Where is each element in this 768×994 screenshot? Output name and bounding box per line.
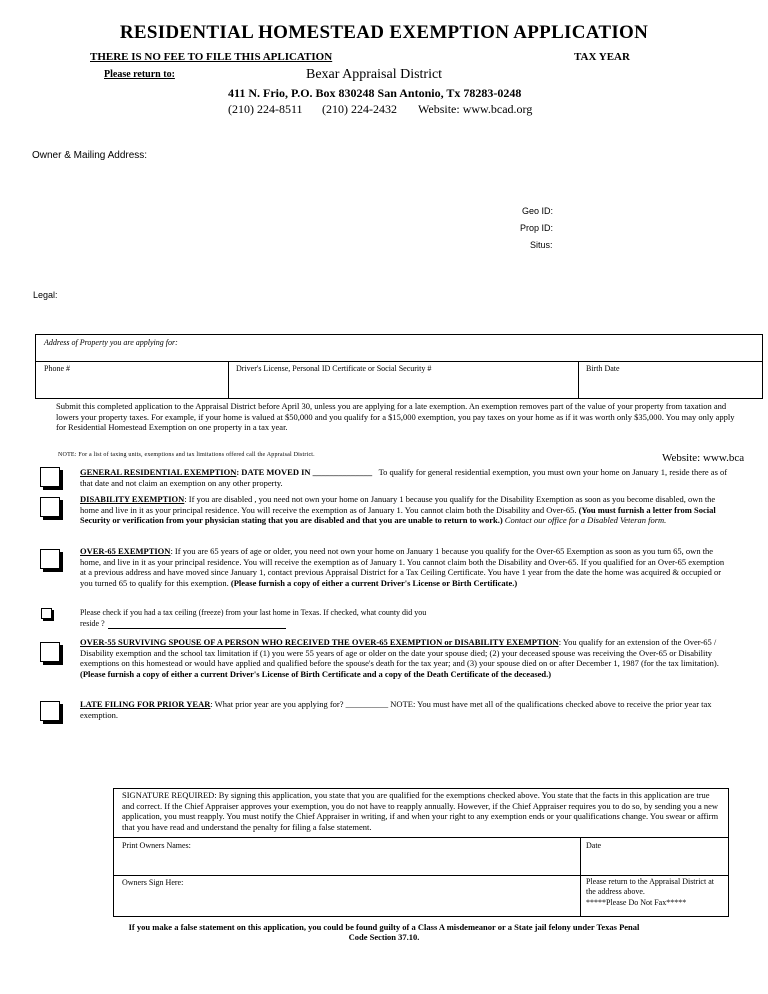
tax-ceiling-checkbox[interactable] (41, 608, 52, 619)
print-names-field[interactable]: Print Owners Names: (122, 841, 191, 850)
legal-label: Legal: (33, 290, 58, 300)
birth-date-field[interactable]: Birth Date (586, 364, 620, 373)
page-title: RESIDENTIAL HOMESTEAD EXEMPTION APPLICATION (119, 22, 649, 43)
return-to-label: Please return to: (104, 69, 175, 80)
general-exemption-text: GENERAL RESIDENTIAL EXEMPTION: DATE MOVED IN ______________ To qualify for general residential exemption, you must own your home on January 1, reside there as of that date and not claim an exemption on any other property. (80, 467, 728, 488)
surviving-spouse-checkbox[interactable] (40, 642, 60, 662)
intro-paragraph: Submit this completed application to the Appraisal District before April 30, unless you are applying for a late exemption. An exemption removes part of the value of your property from taxation and lowers your property taxes. For example, if your home is valued at $50,000 and you qualify for a $15,000 exemption, you pay taxes on your home as if it was worth only $35,000. You may only apply for Residential Homestead Exemption on one property in a tax year. (56, 401, 735, 432)
tax-year-label: TAX YEAR (574, 51, 630, 63)
return-note: Please return to the Appraisal District at the address above. (586, 877, 714, 896)
date-field[interactable]: Date (586, 841, 602, 850)
over65-exemption-text: OVER-65 EXEMPTION: If you are 65 years of age or older, you need not own your home on January 1 because you qualify for the Over-65 Exemption as soon as you turn 65, own the home, and live in it as your principal residence. You will receive the exemption as of January 1. You cannot claim both the Disability and Over-65. If you qualified for an Over-65 exemption at a previous address and have moved since January 1, contact previous Appraisal District for a Tax Ceiling Certificate. You have 1 year from the date the home was acquired & occupied or you turned 65 to qualify for this exemption. (Please furnish a copy of either a current Driver's License or Birth Certificate.) (80, 546, 725, 588)
false-statement-warning: If you make a false statement on this application, you could be found guilty of a Class A misdemeanor or a State jail felony under Texas Penal (128, 922, 640, 932)
general-exemption-checkbox[interactable] (40, 467, 60, 487)
license-field[interactable]: Driver's License, Personal ID Certificate or Social Security # (236, 364, 432, 373)
tax-ceiling-reside: reside ? (80, 619, 105, 628)
no-fax-note: *****Please Do Not Fax***** (586, 898, 687, 907)
over65-exemption-checkbox[interactable] (40, 549, 60, 569)
district-name: Bexar Appraisal District (306, 67, 443, 82)
situs-label: Situs: (530, 240, 553, 250)
website-side: Website: www.bca (662, 452, 745, 464)
surviving-spouse-text: OVER-55 SURVIVING SPOUSE OF A PERSON WHO RECEIVED THE OVER-65 EXEMPTION or DISABILITY EXEMPTION: You qualify for an extension of the Over-65 / Disability exemption and the school tax limitation if (1) you were 55 years of age or older on the date your spouse died; (2) your deceased spouse was receiving the Over-65 or Disability exemptions on this homestead or would have applied and qualified before the spouse's death for the tax year; and (3) your spouse died on or after December 1, 1987 (for the tax limitation). (Please furnish a copy of either a current Driver's License of Birth Certificate and a copy of the Death Certificate of the deceased.) (80, 637, 719, 679)
county-line[interactable] (108, 628, 286, 629)
signature-required-text: SIGNATURE REQUIRED: By signing this application, you state that you are qualified for the exemptions checked above. You state that the facts in this application are true and correct. If the Chief Appraiser approves your exemption, you do not have to reapply annually. However, if the Chief Appraiser requires you to do so, by sending you a new application, you must reapply. You must notify the Chief Appraiser in writing, if and when your right to any exemption ends or your qualifications change. You swear or affirm that you have read and understand the penalty for filing a false statement. (122, 790, 719, 832)
district-address: 411 N. Frio, P.O. Box 830248 San Antonio, Tx 78283-0248 (228, 86, 522, 100)
district-phone-2: (210) 224-2432 (322, 102, 397, 116)
late-filing-text: LATE FILING FOR PRIOR YEAR: What prior year are you applying for? __________ NOTE: You must have met all of the qualifications checked above to receive the prior year tax exemption. (80, 699, 712, 720)
taxing-units-note: NOTE: For a list of taxing units, exemptions and tax limitations offered call the Appraisal District. (58, 452, 315, 458)
geo-id-label: Geo ID: (522, 206, 554, 216)
prop-id-label: Prop ID: (520, 223, 554, 233)
disability-exemption-text: DISABILITY EXEMPTION: If you are disabled , you need not own your home on January 1 because you qualify for the Disability Exemption as soon as you become disabled, own the home and live in it as your principal residence. You will receive the exemption as of January 1. You cannot claim both the Disability and Over-65. (You must furnish a letter from Social Security or verification from your physician stating that you are disabled and that you are unable to return to work.) Contact our office for a Disabled Veteran form. (80, 494, 716, 525)
district-website[interactable]: Website: www.bcad.org (418, 102, 533, 116)
penal-code: Code Section 37.10. (348, 932, 420, 942)
tax-ceiling-text: Please check if you had a tax ceiling (freeze) from your last home in Texas. If checked, what county did you (80, 608, 427, 617)
district-phone-1: (210) 224-8511 (228, 102, 303, 116)
property-address-field[interactable]: Address of Property you are applying for: (44, 338, 178, 347)
late-filing-checkbox[interactable] (40, 701, 60, 721)
no-fee-notice: THERE IS NO FEE TO FILE THIS APLICATION (90, 51, 333, 63)
phone-field[interactable]: Phone # (44, 364, 70, 373)
owner-mailing-label: Owner & Mailing Address: (32, 150, 148, 161)
owner-sign-field[interactable]: Owners Sign Here: (122, 878, 184, 887)
disability-exemption-checkbox[interactable] (40, 497, 60, 517)
